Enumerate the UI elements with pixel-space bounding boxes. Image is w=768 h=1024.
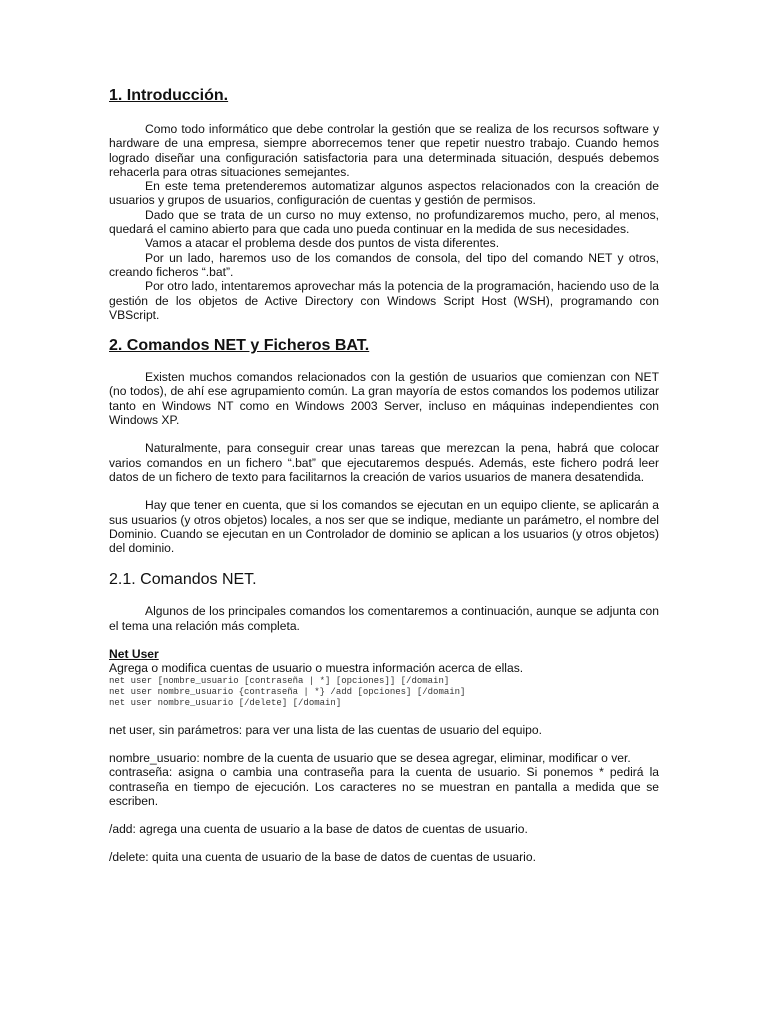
intro-paragraph-2: En este tema pretenderemos automatizar algunos aspectos relacionados con la creación de usuarios y grupos de usuarios, configuración de cuentas y gestión de permisos. — [109, 179, 659, 208]
net-user-note-2: nombre_usuario: nombre de la cuenta de usuario que se desea agregar, eliminar, modificar o ver. — [109, 750, 631, 765]
document-page — [109, 86, 659, 865]
net-user-note-5: /delete: quita una cuenta de usuario de la base de datos de cuentas de usuario. — [109, 850, 536, 865]
net-user-note-1: net user, sin parámetros: para ver una lista de las cuentas de usuario del equipo. — [109, 722, 542, 737]
section-2-paragraph-2: Naturalmente, para conseguir crear unas tareas que merezcan la pena, habrá que colocar varios comandos en un fichero “.bat” que ejecutaremos después. Además, este fichero podrá leer datos de un fichero de texto para facilitarnos la creación de varios usuarios de manera desatendida. — [109, 441, 659, 484]
intro-paragraph-1: Como todo informático que debe controlar la gestión que se realiza de los recursos software y hardware de una empresa, siempre aborrecemos tener que repetir nuestro trabajo. Cuando hemos logrado diseñar una configuración satisfactoria para una determinada situación, después debemos rehacerla para otras situaciones semejantes. — [109, 122, 659, 179]
section-1-title: 1. Introducción. — [109, 87, 229, 104]
net-user-syntax-1: net user [nombre_usuario [contraseña | *] [opciones]] [/domain] — [109, 675, 450, 686]
section-2-1-intro: Algunos de los principales comandos los comentaremos a continuación, aunque se adjunta con el tema una relación más completa. — [109, 604, 659, 633]
section-2-paragraph-1: Existen muchos comandos relacionados con la gestión de usuarios que comienzan con NET (no todos), de ahí ese agrupamiento común. La gran mayoría de estos comandos los podemos utilizar tanto en Windows NT como en Windows 2003 Server, incluso en máquinas independientes con Windows XP. — [109, 370, 659, 428]
intro-paragraph-4: Vamos a atacar el problema desde dos puntos de vista diferentes. — [145, 236, 500, 251]
section-2-paragraph-3: Hay que tener en cuenta, que si los comandos se ejecutan en un equipo cliente, se aplicarán a sus usuarios (y otros objetos) locales, a nos ser que se indique, mediante un parámetro, el nombre del Dominio. Cuando se ejecutan en un Controlador de dominio se aplican a los usuarios (y otros objetos) del dominio. — [109, 498, 659, 556]
section-2-title: 2. Comandos NET y Ficheros BAT. — [109, 337, 370, 355]
section-2-1-title: 2.1. Comandos NET. — [109, 571, 257, 589]
net-user-note-3: contraseña: asigna o cambia una contraseña para la cuenta de usuario. Si ponemos * pedirá la contraseña en tiempo de ejecución. Los caracteres no se muestran en pantalla a medida que se escriben. — [109, 765, 659, 808]
net-user-label: Net User — [109, 647, 159, 662]
net-user-syntax-3: net user nombre_usuario [/delete] [/domain] — [109, 697, 342, 708]
net-user-syntax-2: net user nombre_usuario {contraseña | *} /add [opciones] [/domain] — [109, 686, 466, 697]
intro-paragraph-3: Dado que se trata de un curso no muy extenso, no profundizaremos mucho, pero, al menos, quedará el camino abierto para que cada uno pueda continuar en la medida de sus necesidades. — [109, 207, 659, 237]
intro-paragraph-5: Por un lado, haremos uso de los comandos de consola, del tipo del comando NET y otros, creando ficheros “.bat”. — [109, 250, 659, 279]
net-user-note-4: /add: agrega una cuenta de usuario a la base de datos de cuentas de usuario. — [109, 822, 528, 837]
intro-paragraph-6: Por otro lado, intentaremos aprovechar más la potencia de la programación, haciendo uso de la gestión de los objetos de Active Directory con Windows Script Host (WSH), programando con VBScript. — [109, 279, 659, 322]
net-user-description: Agrega o modifica cuentas de usuario o muestra información acerca de ellas. — [109, 661, 524, 676]
